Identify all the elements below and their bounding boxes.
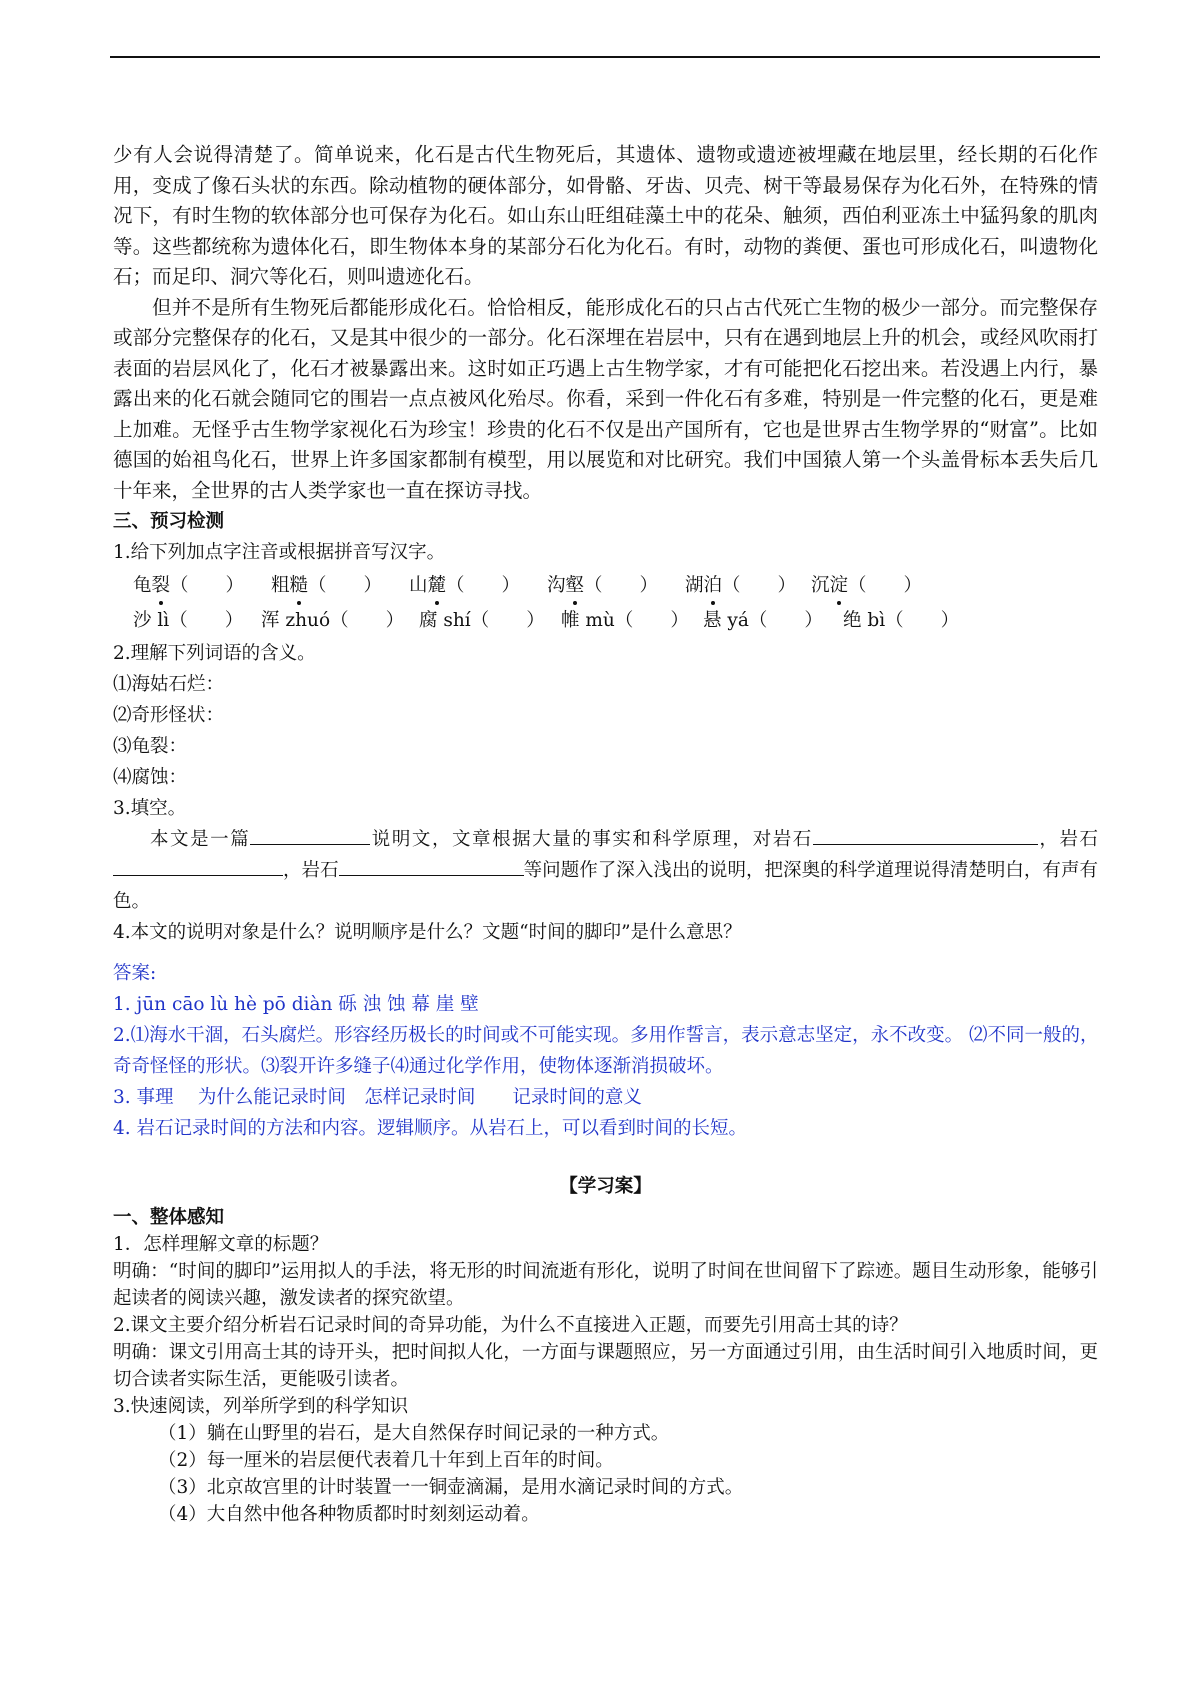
write-character-item: 腐 shí（ ）: [419, 610, 545, 631]
study-question-1: 1．怎样理解文章的标题？: [113, 1234, 329, 1255]
preview-check-section: [113, 506, 1098, 948]
write-character-item: 帷 mù（ ）: [561, 610, 689, 631]
header-rule: [110, 56, 1100, 58]
study-question-2: 2.课文主要介绍分析岩石记录时间的奇异功能，为什么不直接进入正题，而要先引用高士其的诗？: [113, 1315, 908, 1336]
term-item: ⑶龟裂：: [113, 736, 188, 757]
passage-paragraph: 但并不是所有生物死后都能形成化石。恰恰相反，能形成化石的只占古代死亡生物的极少一部分。而完整保存或部分完整保存的化石，又是其中很少的一部分。化石深埋在岩层中，只有在遇到地层上升的机会，或经风吹雨打表面的岩层风化了，化石才被暴露出来。这时如正巧遇上古生物学家，才有可能把化石挖出来。若没遇上内行，暴露出来的化石就会随同它的围岩一点点被风化殆尽。你看，采到一件化石有多难，特别是一件完整的化石，更是难上加难。无怪乎古生物学家视化石为珍宝！珍贵的化石不仅是出产国所有，它也是世界古生物学界的“财富”。比如德国的始祖鸟化石，世界上许多国家都制有模型，用以展览和对比研究。我们中国猿人第一个头盖骨标本丢失后几十年来，全世界的古人类学家也一直在探访寻找。: [113, 295, 1098, 502]
knowledge-item: （3）北京故宫里的计时装置一一铜壶滴漏，是用水滴记录时间的方式。: [158, 1477, 744, 1498]
question-3: 3.填空。: [113, 798, 187, 819]
study-plan-title: 【学习案】: [559, 1176, 652, 1197]
question-1: 1.给下列加点字注音或根据拼音写汉字。: [113, 542, 446, 563]
study-answer-2: 明确：课文引用高士其的诗开头，把时间拟人化，一方面与课题照应，另一方面通过引用，由生活时间引入地质时间，更切合读者实际生活，更能吸引读者。: [113, 1342, 1098, 1390]
study-question-3: 3.快速阅读，列举所学到的科学知识: [113, 1396, 409, 1417]
pinyin-item: 沟壑（ ）: [547, 568, 685, 603]
write-character-item: 绝 bì（ ）: [843, 610, 960, 631]
answer-1: 1. jūn cāo lù hè pō diàn 砾 浊 蚀 幕 崖 壁: [113, 994, 479, 1015]
write-character-item: 沙 lì（ ）: [133, 610, 244, 631]
pinyin-item: 沉淀（ ）: [811, 568, 922, 603]
answer-blank[interactable]: [113, 855, 283, 876]
answer-2: 2.⑴海水干涸，石头腐烂。形容经历极长的时间或不可能实现。多用作誓言，表示意志坚定，永不改变。 ⑵不同一般的，奇奇怪怪的形状。⑶裂开许多缝子⑷通过化学作用，使物体逐渐消损破坏。: [113, 1025, 1099, 1077]
knowledge-item: （1）躺在山野里的岩石，是大自然保存时间记录的一种方式。: [158, 1423, 670, 1444]
passage-paragraph: 少有人会说得清楚了。简单说来，化石是古代生物死后，其遗体、遗物或遗迹被埋藏在地层里，经长期的石化作用，变成了像石头状的东西。除动植物的硬体部分，如骨骼、牙齿、贝壳、树干等最易保存为化石外，在特殊的情况下，有时生物的软体部分也可保存为化石。如山东山旺组硅藻土中的花朵、触须，西伯利亚冻土中猛犸象的肌肉等。这些都统称为遗体化石，即生物体本身的某部分石化为化石。有时，动物的粪便、蛋也可形成化石，叫遗物化石；而足印、洞穴等化石，则叫遗迹化石。: [113, 143, 1098, 288]
answer-key: [113, 958, 1103, 1144]
answer-3: 3. 事理 为什么能记录时间 怎样记录时间 记录时间的意义: [113, 1087, 642, 1108]
term-item: ⑵奇形怪状：: [113, 705, 225, 726]
question-4: 4.本文的说明对象是什么？说明顺序是什么？文题“时间的脚印”是什么意思？: [113, 922, 742, 943]
knowledge-item: （4）大自然中他各种物质都时时刻刻运动着。: [158, 1504, 540, 1525]
section-heading: 一、整体感知: [113, 1207, 225, 1228]
pinyin-item: 龟裂（ ）: [133, 568, 271, 603]
answer-label: 答案:: [113, 963, 157, 984]
answer-blank[interactable]: [250, 824, 370, 845]
term-item: ⑴海姑石烂：: [113, 674, 225, 695]
pinyin-item: 湖泊（ ）: [685, 568, 811, 603]
write-character-item: 浑 zhuó（ ）: [261, 610, 405, 631]
study-plan-section: [113, 1170, 1098, 1528]
answer-blank[interactable]: [813, 824, 943, 845]
term-item: ⑷腐蚀：: [113, 767, 188, 788]
write-character-item: 悬 yá（ ）: [703, 610, 823, 631]
reading-passage: [113, 140, 1098, 506]
dotted-characters-row: [113, 568, 1098, 603]
section-heading: 三、预习检测: [113, 511, 225, 532]
pinyin-item: 粗糙（ ）: [271, 568, 409, 603]
answer-blank[interactable]: [943, 824, 1038, 845]
pinyin-to-character-row: [113, 603, 1098, 638]
knowledge-item: （2）每一厘米的岩层便代表着几十年到上百年的时间。: [158, 1450, 614, 1471]
pinyin-item: 山麓（ ）: [409, 568, 547, 603]
question-2: 2.理解下列词语的含义。: [113, 643, 316, 664]
answer-4: 4. 岩石记录时间的方法和内容。逻辑顺序。从岩石上，可以看到时间的长短。: [113, 1118, 748, 1139]
study-answer-1: 明确：“时间的脚印”运用拟人的手法，将无形的时间流逝有形化，说明了时间在世间留下了踪迹。题目生动形象，能够引起读者的阅读兴趣，激发读者的探究欲望。: [113, 1261, 1098, 1309]
answer-blank[interactable]: [339, 855, 524, 876]
fill-in-blank-paragraph: 本文是一篇 说明文，文章根据大量的事实和科学原理，对岩石 ，岩石，岩石 等问题作了深入浅出的说明，把深奥的科学道理说得清楚明白，有声有色。: [113, 824, 1098, 917]
